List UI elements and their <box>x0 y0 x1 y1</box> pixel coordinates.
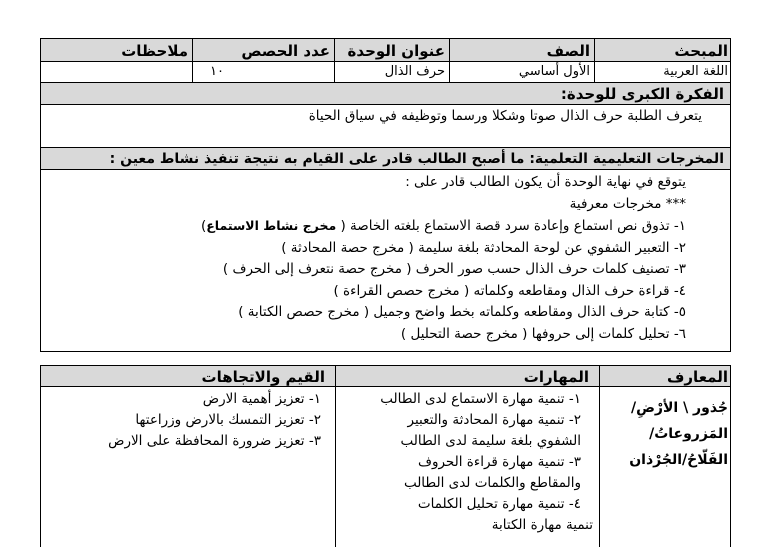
info-subject: اللغة العربية <box>594 62 732 82</box>
header-grade: الصف <box>449 39 594 61</box>
skills-cell <box>335 387 599 547</box>
unit-plan-table <box>40 38 731 547</box>
big-idea-text-row <box>40 105 731 148</box>
values-title: القيم والاتجاهات <box>201 368 325 386</box>
header-subject: المبحث <box>594 39 732 61</box>
outcome-item-6: ٦- تحليل كلمات إلى حروفها ( مخرج حصة التحليل ) <box>400 325 686 342</box>
outcome-item-4: ٤- قراءة حرف الذال ومقاطعه وكلماته ( مخرج حصص القراءة ) <box>333 282 686 299</box>
skill-line-1: ١- تنمية مهارة الاستماع لدى الطالب <box>380 391 581 407</box>
big-idea-title-row <box>40 83 731 105</box>
header-unit-title: عنوان الوحدة <box>334 39 449 61</box>
skill-line-4: ٣- تنمية مهارة قراءة الحروف <box>417 454 581 470</box>
outcomes-body <box>40 170 731 352</box>
outcome-item-1: ١- تذوق نص استماع وإعادة سرد قصة الاستماع بلغته الخاصة ( مخرج نشاط الاستماع) <box>200 218 686 234</box>
outcomes-sub: *** مخرجات معرفية <box>569 195 686 212</box>
header-row <box>40 38 731 62</box>
info-periods: ١٠ <box>192 62 334 82</box>
value-item-2: ٢- تعزيز التمسك بالارض وزراعتها <box>135 412 321 428</box>
big-idea-text: يتعرف الطلبة حرف الذال صوتا وشكلا ورسما وتوظيفه في سياق الحياة <box>308 108 702 124</box>
value-item-1: ١- تعزيز أهمية الارض <box>202 391 321 407</box>
skill-line-2: ٢- تنمية مهارة المحادثة والتعبير <box>407 412 581 428</box>
info-notes <box>41 62 192 82</box>
info-row <box>40 62 731 83</box>
big-idea-title: الفكرة الكبرى للوحدة: <box>560 85 724 103</box>
outcome-item-1-bold: مخرج نشاط الاستماع <box>206 218 337 233</box>
skills-title: المهارات <box>335 366 599 386</box>
knowledge-title: المعارف <box>599 366 732 386</box>
skill-line-3: الشفوي بلغة سليمة لدى الطالب <box>400 433 581 449</box>
bottom-header-row <box>40 365 731 387</box>
info-grade: الأول أساسي <box>449 62 594 82</box>
knowledge-cell <box>599 387 732 547</box>
values-cell <box>41 387 335 547</box>
knowledge-item-2: المَزروعاتُ/ <box>649 426 728 442</box>
skill-line-7: تنمية مهارة الكتابة <box>491 517 593 533</box>
outcome-item-5: ٥- كتابة حرف الذال ومقاطعه وكلماته بخط واضح وجميل ( مخرج حصص الكتابة ) <box>238 304 686 320</box>
outcome-item-2: ٢- التعبير الشفوي عن لوحة المحادثة بلغة سليمة ( مخرج حصة المحادثة ) <box>281 239 686 256</box>
outcomes-intro: يتوقع في نهاية الوحدة أن يكون الطالب قادر على : <box>405 174 686 190</box>
value-item-3: ٣- تعزيز ضرورة المحافظة على الارض <box>108 433 321 449</box>
header-notes: ملاحظات <box>121 42 188 60</box>
info-unit-title: حرف الذال <box>334 62 449 82</box>
outcomes-title: المخرجات التعليمية التعلمية: ما أصبح الطالب قادر على القيام به نتيجة تنفيذ نشاط معين : <box>109 151 724 167</box>
knowledge-item-1: جُذور \ الأرْضِ/ <box>630 400 728 416</box>
outcome-item-3: ٣- تصنيف كلمات حرف الذال حسب صور الحرف ( مخرج حصة نتعرف إلى الحرف ) <box>222 261 686 277</box>
outcomes-title-row <box>40 148 731 170</box>
knowledge-item-3: الفَلّاحُ/الجُرْذان <box>629 452 728 468</box>
skill-line-5: والمقاطع والكلمات لدى الطالب <box>403 475 581 491</box>
header-periods: عدد الحصص <box>192 39 334 61</box>
bottom-body-row <box>40 387 731 547</box>
skill-line-6: ٤- تنمية مهارة تحليل الكلمات <box>417 496 581 512</box>
